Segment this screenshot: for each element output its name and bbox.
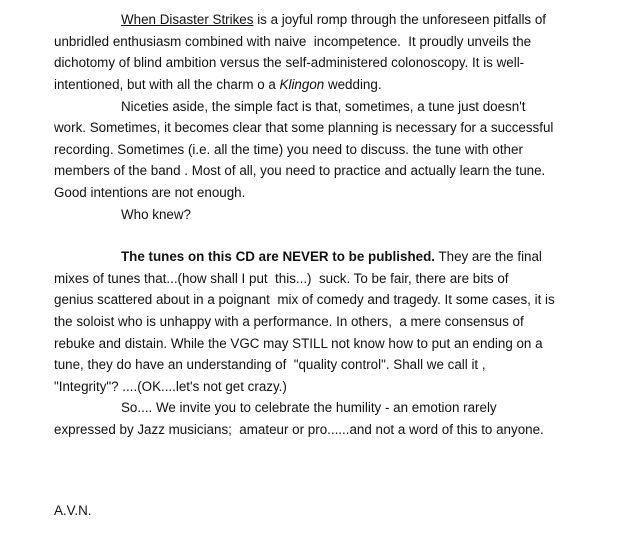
paragraph-2-line-3 <box>54 139 523 160</box>
text-segment: So.... We invite you to celebrate the humility - an emotion rarely <box>121 400 497 415</box>
paragraph-1-line-4 <box>54 74 382 95</box>
paragraph-5-line-1 <box>121 397 497 418</box>
paragraph-4-line-6 <box>54 354 486 375</box>
title-link-text: When Disaster Strikes <box>121 12 254 27</box>
text-segment: rebuke and distain. While the VGC may STILL not know how to put an ending on a <box>54 336 543 351</box>
paragraph-2-line-4 <box>54 160 545 181</box>
text-segment: work. Sometimes, it becomes clear that some planning is necessary for a successful <box>54 120 554 135</box>
text-segment: Niceties aside, the simple fact is that, sometimes, a tune just doesn't <box>121 99 526 114</box>
text-segment: unbridled enthusiasm combined with naive incompetence. It proudly unveils the <box>54 34 532 49</box>
text-segment: the soloist who is unhappy with a performance. In others, a mere consensus of <box>54 314 524 329</box>
paragraph-3-line-1 <box>121 204 191 225</box>
bold-statement: The tunes on this CD are NEVER to be published. <box>121 249 435 264</box>
text-segment: mixes of tunes that...(how shall I put this...) suck. To be fair, there are bits of <box>54 271 509 286</box>
italic-word: Klingon <box>279 77 325 92</box>
text-segment: tune, they do have an understanding of "quality control". Shall we call it , <box>54 357 486 372</box>
text-segment: expressed by Jazz musicians; amateur or pro......and not a word of this to anyone. <box>54 422 544 437</box>
paragraph-2-line-2 <box>54 117 553 138</box>
paragraph-1-line-1 <box>121 9 546 30</box>
paragraph-4-line-2 <box>54 268 509 289</box>
signature: A.V.N. <box>54 503 92 518</box>
paragraph-4-line-3 <box>54 289 555 310</box>
text-segment: members of the band . Most of all, you need to practice and actually learn the tune. <box>54 163 546 178</box>
text-segment: genius scattered about in a poignant mix of comedy and tragedy. It some cases, it is <box>54 292 555 307</box>
paragraph-2-line-5 <box>54 182 245 203</box>
paragraph-4-line-7 <box>54 376 287 397</box>
text-segment: Who knew? <box>121 207 191 222</box>
text-segment: They are the final <box>434 249 542 264</box>
paragraph-4-line-4 <box>54 311 524 332</box>
paragraph-4-line-5 <box>54 333 543 354</box>
paragraph-2-line-1 <box>121 96 525 117</box>
text-segment: "Integrity"? ....(OK....let's not get crazy.) <box>54 379 287 394</box>
paragraph-1-line-2 <box>54 31 531 52</box>
paragraph-1-line-3 <box>54 52 524 73</box>
paragraph-4-line-1 <box>121 246 542 267</box>
paragraph-5-line-2 <box>54 419 544 440</box>
text-segment: dichotomy of blind ambition versus the self-administered colonoscopy. It is well- <box>54 55 525 70</box>
text-segment: wedding. <box>324 77 382 92</box>
text-segment: Good intentions are not enough. <box>54 185 246 200</box>
text-segment: recording. Sometimes (i.e. all the time) you need to discuss. the tune with other <box>54 142 523 157</box>
text-segment: is a joyful romp through the unforeseen pitfalls of <box>253 12 546 27</box>
text-segment: intentioned, but with all the charm o a <box>54 77 280 92</box>
